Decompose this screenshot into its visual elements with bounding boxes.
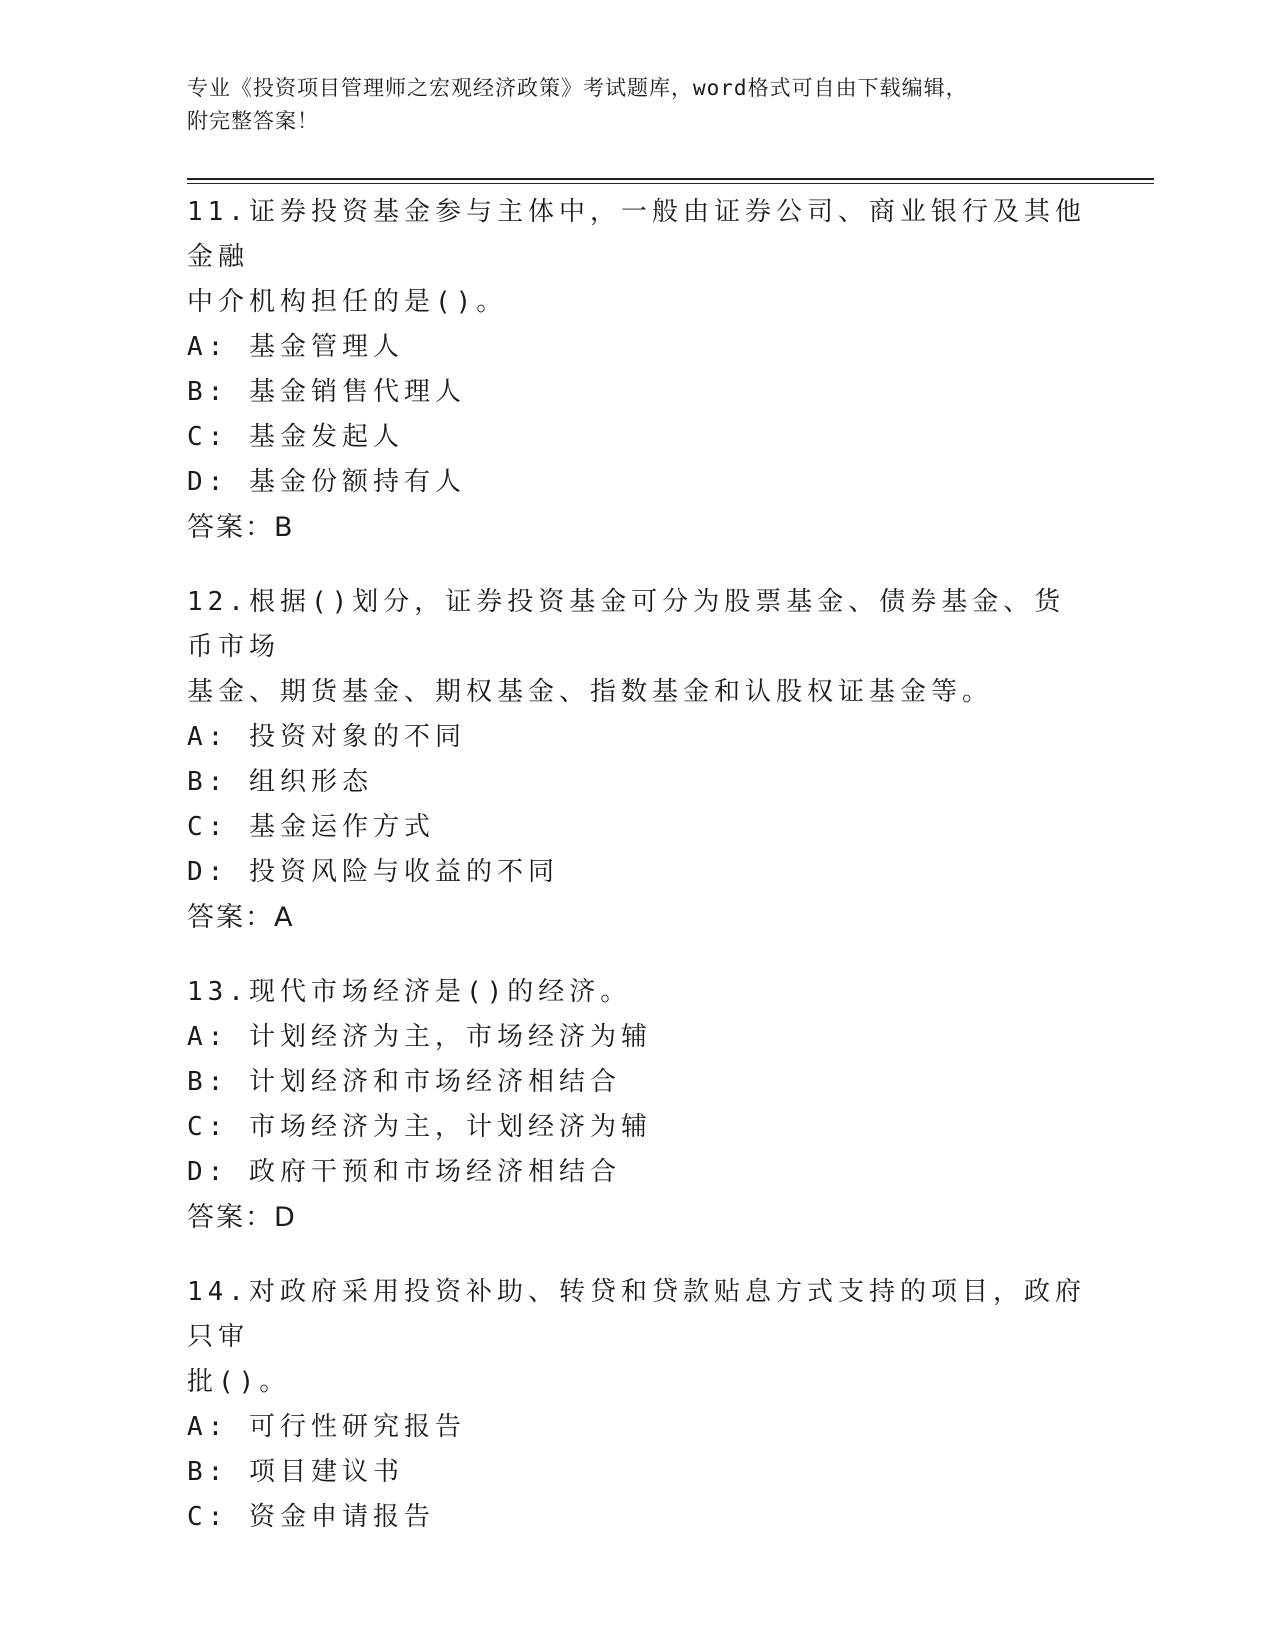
header-divider-thin <box>187 183 1154 184</box>
option-a: A: 基金管理人 <box>187 332 404 362</box>
option-d: D: 投资风险与收益的不同 <box>187 857 559 887</box>
question-stem-cont: 中介机构担任的是()。 <box>187 287 508 317</box>
answer: 答案：A <box>187 902 295 933</box>
option-c: C: 市场经济为主，计划经济为辅 <box>187 1112 652 1142</box>
option-c: C: 基金运作方式 <box>187 812 435 842</box>
question-14 <box>187 1270 1087 1540</box>
question-11 <box>187 190 1087 550</box>
option-b: B: 项目建议书 <box>187 1457 404 1487</box>
question-13 <box>187 970 1087 1240</box>
document-header <box>187 72 1087 138</box>
option-a: A: 投资对象的不同 <box>187 722 466 752</box>
question-stem: 14.对政府采用投资补助、转贷和贷款贴息方式支持的项目，政府只审 <box>187 1277 1086 1352</box>
answer: 答案：D <box>187 1202 297 1233</box>
question-stem: 11.证券投资基金参与主体中，一般由证券公司、商业银行及其他金融 <box>187 197 1086 272</box>
answer: 答案：B <box>187 512 295 543</box>
option-d: D: 政府干预和市场经济相结合 <box>187 1157 621 1187</box>
question-stem: 12.根据()划分，证券投资基金可分为股票基金、债券基金、货币市场 <box>187 587 1066 662</box>
option-b: B: 计划经济和市场经济相结合 <box>187 1067 621 1097</box>
option-b: B: 组织形态 <box>187 767 373 797</box>
option-d: D: 基金份额持有人 <box>187 467 466 497</box>
question-stem-cont: 批()。 <box>187 1367 291 1397</box>
option-c: C: 基金发起人 <box>187 422 404 452</box>
option-c: C: 资金申请报告 <box>187 1502 435 1532</box>
header-line-2: 附完整答案！ <box>187 109 319 133</box>
header-line-1: 专业《投资项目管理师之宏观经济政策》考试题库，word格式可自由下载编辑， <box>187 76 968 100</box>
question-list <box>187 190 1087 1570</box>
header-divider-thick <box>187 178 1154 180</box>
question-stem: 13.现代市场经济是()的经济。 <box>187 977 632 1007</box>
option-a: A: 可行性研究报告 <box>187 1412 466 1442</box>
question-12 <box>187 580 1087 940</box>
question-stem-cont: 基金、期货基金、期权基金、指数基金和认股权证基金等。 <box>187 677 994 707</box>
option-a: A: 计划经济为主，市场经济为辅 <box>187 1022 652 1052</box>
option-b: B: 基金销售代理人 <box>187 377 466 407</box>
